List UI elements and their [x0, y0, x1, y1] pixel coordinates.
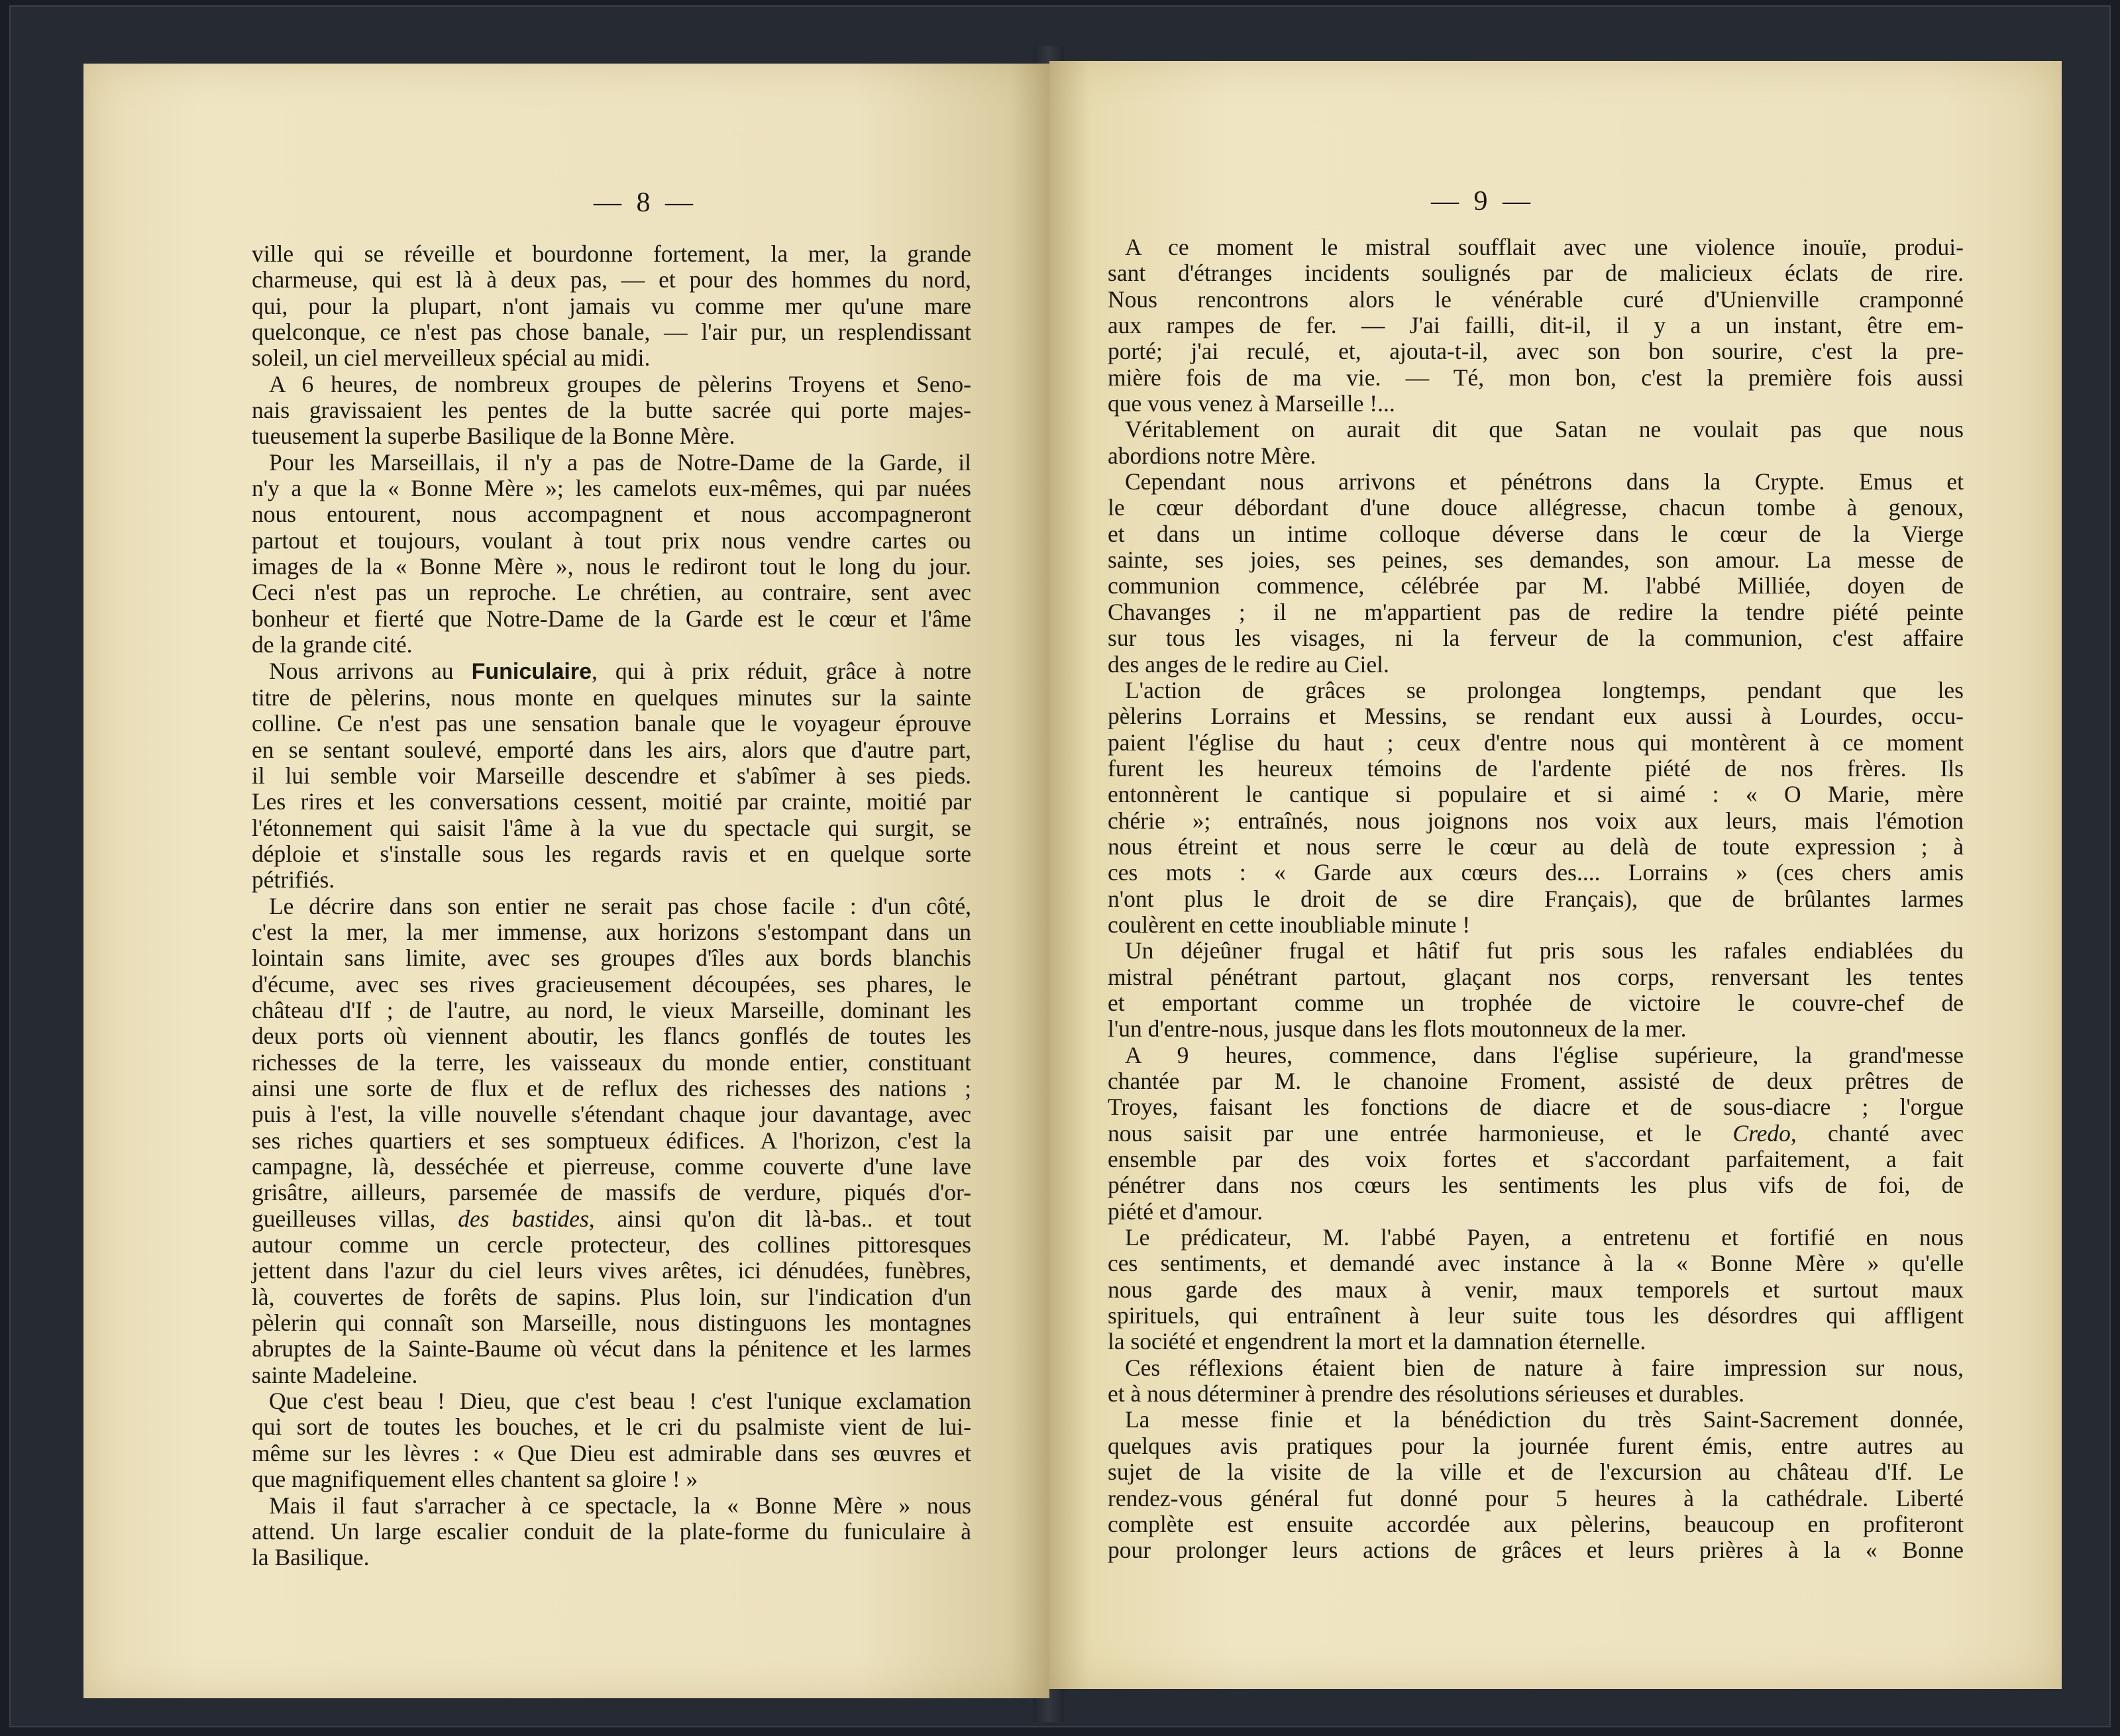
text-line: sujet de la visite de la ville et de l'excursion au château d'If. Le [1108, 1458, 1964, 1486]
text-line: Le décrire dans son entier ne serait pas chose facile : d'un côté, [269, 892, 971, 919]
text-line: chérie »; entraînés, nous joignons nos voix aux leurs, mais l'émotion [1108, 807, 1964, 834]
text-line: Chavanges ; il ne m'appartient pas de redire la tendre piété peinte [1108, 598, 1964, 625]
text-line: Ceci n'est pas un reproche. Le chrétien, au contraire, sent avec [252, 579, 971, 606]
text-line: attend. Un large escalier conduit de la plate-forme du funiculaire à [252, 1517, 971, 1545]
text-line: ainsi une sorte de flux et de reflux des richesses des nations ; [252, 1075, 971, 1101]
text-line: jettent dans l'azur du ciel leurs vives arêtes, ici dénudées, funèbres, [252, 1257, 971, 1284]
right-page-text [1108, 234, 1964, 1564]
text-line: A 6 heures, de nombreux groupes de pèlerins Troyens et Seno- [269, 370, 971, 397]
text-line: en se sentant soulevé, emporté dans les airs, alors que d'autre part, [252, 736, 971, 763]
text-line: même sur les lèvres : « Que Dieu est admirable dans ses œuvres et [252, 1439, 971, 1466]
text-line: A 9 heures, commence, dans l'église supérieure, la grand'messe [1125, 1041, 1964, 1068]
text-line: la société et engendrent la mort et la damnation éternelle. [1108, 1328, 1646, 1355]
text-line: grisâtre, ailleurs, parsemée de massifs de verdure, piqués d'or- [252, 1179, 971, 1206]
text-line: bonheur et fierté que Notre-Dame de la Garde est le cœur et l'âme [252, 605, 971, 632]
bastides-italic: des bastides [458, 1205, 589, 1232]
text-line: sainte Madeleine. [252, 1361, 418, 1388]
text-line: furent les heureux témoins de l'ardente piété de nos frères. Ils [1108, 754, 1964, 782]
text-line: puis à l'est, la ville nouvelle s'étendant chaque jour davantage, avec [252, 1101, 971, 1128]
text-line: et dans un intime colloque déverse dans le cœur de la Vierge [1108, 520, 1964, 547]
text-line: nais gravissaient les pentes de la butte sacrée qui porte majes- [252, 397, 971, 424]
text-line: campagne, là, desséchée et pierreuse, comme couverte d'une lave [252, 1153, 971, 1180]
text-line: aux rampes de fer. — J'ai failli, dit-il, il y a un instant, être em- [1108, 312, 1964, 339]
text-line: l'un d'entre-nous, jusque dans les flots moutonneux de la mer. [1108, 1015, 1687, 1043]
text-line: paient l'église du haut ; ceux d'entre nous qui montèrent à ce moment [1108, 729, 1964, 756]
text-line: coulèrent en cette inoubliable minute ! [1108, 911, 1471, 938]
text-line: Pour les Marseillais, il n'y a pas de Notre-Dame de la Garde, il [269, 448, 971, 476]
text-line: nous garde des maux à venir, maux temporels et surtout maux [1108, 1276, 1964, 1303]
left-page [83, 64, 1049, 1698]
text-line: qui sort de toutes les bouches, et le cri du psalmiste vient de lui- [252, 1413, 971, 1441]
text-line: quelconque, ce n'est pas chose banale, — l'air pur, un resplendissant [252, 319, 971, 346]
text-line: spirituels, qui entraînent à leur suite tous les désordres qui affligent [1108, 1302, 1964, 1329]
text-line: charmeuse, qui est là à deux pas, — et pour des hommes du nord, [252, 266, 971, 293]
text-line: ses riches quartiers et ses somptueux édifices. A l'horizon, c'est la [252, 1127, 971, 1154]
text-line: lointain sans limite, avec ses groupes d'îles aux bords blanchis [252, 945, 971, 972]
text-line: et emportant comme un trophée de victoire le couvre-chef de [1108, 989, 1964, 1016]
text-line: abruptes de la Sainte-Baume où vécut dans la pénitence et les larmes [252, 1335, 971, 1362]
text-line: ces mots : « Garde aux cœurs des.... Lorrains » (ces chers amis [1108, 859, 1964, 886]
text-line: complète est ensuite accordée aux pèlerins, beaucoup en profiteront [1108, 1510, 1964, 1537]
text-line: pèlerins Lorrains et Messins, se rendant eux aussi à Lourdes, occu- [1108, 703, 1964, 730]
text-line: pétrifiés. [252, 866, 335, 894]
text-line: piété et d'amour. [1108, 1198, 1263, 1225]
text-line: Véritablement on aurait dit que Satan ne voulait pas que nous [1125, 416, 1964, 443]
text-line: entonnèrent le cantique si populaire et si aimé : « O Marie, mère [1108, 781, 1964, 808]
text-line: L'action de grâces se prolongea longtemps, pendant que les [1125, 676, 1964, 703]
text-line: mière fois de ma vie. — Té, mon bon, c'est la première fois aussi [1108, 364, 1964, 391]
text-line: sur tous les visages, ni la ferveur de la communion, c'est affaire [1108, 625, 1964, 652]
text-line: le cœur débordant d'une douce allégresse, chacun tombe à genoux, [1108, 494, 1964, 521]
text-line: communion commence, célébrée par M. l'abbé Milliée, doyen de [1108, 572, 1964, 599]
page-number-8: — 8 — [594, 187, 697, 218]
text-line: pèlerin qui connaît son Marseille, nous distinguons les montagnes [252, 1309, 971, 1337]
text-line: A ce moment le mistral soufflait avec une violence inouïe, produi- [1125, 234, 1964, 260]
text-line: château d'If ; de l'autre, au nord, le vieux Marseille, dominant les [252, 996, 971, 1023]
text-line: nous entourent, nous accompagnent et nous accompagneront [252, 501, 971, 528]
text-line: ville qui se réveille et bourdonne fortement, la mer, la grande [252, 240, 971, 267]
text-line: partout et toujours, voulant à tout prix nous vendre cartes ou [252, 527, 971, 554]
text-line: gueilleuses villas, des bastides, ainsi qu'on dit là-bas.. et tout [252, 1205, 972, 1232]
text-line: ensemble par des voix fortes et s'accordant parfaitement, a fait [1108, 1146, 1964, 1173]
text-line: nous étreint et nous serre le cœur au delà de toute expression ; à [1108, 833, 1964, 860]
text-line: deux ports où viennent aboutir, les flancs gonflés de toutes les [252, 1023, 971, 1050]
text-line: pénétrer dans nos cœurs les sentiments les plus vifs de foi, de [1108, 1172, 1964, 1199]
text-line: Nous arrivons au Funiculaire, qui à prix réduit, grâce à notre [269, 657, 971, 684]
text-line: Mais il faut s'arracher à ce spectacle, la « Bonne Mère » nous [269, 1492, 971, 1519]
text-line: mistral pénétrant partout, glaçant nos corps, renversant les tentes [1108, 963, 1964, 990]
text-line: Ces réflexions étaient bien de nature à faire impression sur nous, [1125, 1354, 1964, 1381]
credo-italic: Credo, [1732, 1119, 1797, 1147]
text-line: que magnifiquement elles chantent sa gloire ! » [252, 1466, 698, 1493]
text-line: l'étonnement qui saisit l'âme à la vue du spectacle qui surgit, se [252, 814, 971, 841]
text-line: autour comme un cercle protecteur, des collines pittoresques [252, 1231, 971, 1258]
text-line: qui, pour la plupart, n'ont jamais vu comme mer qu'une mare [252, 292, 971, 319]
text-line: c'est la mer, la mer immense, aux horizons s'estompant dans un [252, 918, 971, 945]
text-line: n'y a que la « Bonne Mère »; les camelots eux-mêmes, qui par nuées [252, 475, 971, 502]
text-line: nous saisit par une entrée harmonieuse, et le Credo, chanté avec [1108, 1119, 1964, 1147]
text-line: d'écume, avec ses rives gracieusement découpées, ses phares, le [252, 970, 971, 997]
text-line: colline. Ce n'est pas une sensation banale que le voyageur éprouve [252, 710, 971, 737]
text-line: rendez-vous général fut donné pour 5 heures à la cathédrale. Liberté [1108, 1484, 1964, 1511]
text-line: que vous venez à Marseille !... [1108, 390, 1395, 417]
text-line: sainte, ses joies, ses peines, ses demandes, son amour. La messe de [1108, 546, 1964, 574]
text-line: déploie et s'installe sous les regards ravis et en quelque sorte [252, 840, 971, 867]
funiculaire-emphasis: Funiculaire [471, 658, 592, 684]
text-line: abordions notre Mère. [1108, 442, 1316, 469]
text-line: tueusement la superbe Basilique de la Bonne Mère. [252, 423, 735, 450]
left-page-text [252, 241, 971, 1571]
text-line: sant d'étranges incidents soulignés par de malicieux éclats de rire. [1108, 260, 1964, 287]
text-line: titre de pèlerins, nous monte en quelques minutes sur la sainte [252, 684, 971, 711]
text-line: des anges de le redire au Ciel. [1108, 650, 1389, 678]
text-line: Le prédicateur, M. l'abbé Payen, a entretenu et fortifié en nous [1125, 1224, 1964, 1251]
text-line: Troyes, faisant les fonctions de diacre et de sous-diacre ; l'orgue [1108, 1094, 1964, 1121]
page-number-9: — 9 — [1431, 186, 1534, 217]
text-line: Les rires et les conversations cessent, moitié par crainte, moitié par [252, 788, 971, 815]
text-line: quelques avis pratiques pour la journée furent émis, entre autres au [1108, 1432, 1964, 1459]
text-line: de la grande cité. [252, 631, 413, 658]
text-line: et à nous déterminer à prendre des résolutions sérieuses et durables. [1108, 1380, 1745, 1407]
text-line: porté; j'ai reculé, et, ajouta-t-il, avec son bon sourire, c'est la pre- [1108, 338, 1964, 365]
text-line: soleil, un ciel merveilleux spécial au midi. [252, 344, 651, 372]
text-line: Nous rencontrons alors le vénérable curé d'Unienville cramponné [1108, 285, 1964, 313]
text-line: la Basilique. [252, 1544, 370, 1571]
text-line: richesses de la terre, les vaisseaux du monde entier, constituant [252, 1048, 971, 1076]
text-line: Un déjeûner frugal et hâtif fut pris sous les rafales endiablées du [1125, 937, 1964, 964]
text-line: pour prolonger leurs actions de grâces et leurs prières à la « Bonne [1108, 1537, 1964, 1564]
right-page [1049, 61, 2062, 1689]
text-line: Que c'est beau ! Dieu, que c'est beau ! c'est l'unique exclamation [269, 1388, 971, 1415]
text-line: là, couvertes de forêts de sapins. Plus loin, sur l'indication d'un [252, 1283, 971, 1310]
text-line: n'ont plus le droit de se dire Français), que de brûlantes larmes [1108, 885, 1964, 912]
text-line: images de la « Bonne Mère », nous le rediront tout le long du jour. [252, 553, 971, 580]
text-line: La messe finie et la bénédiction du très Saint-Sacrement donnée, [1125, 1406, 1964, 1433]
text-line: il lui semble voir Marseille descendre et s'abîmer à ses pieds. [252, 762, 971, 789]
text-line: Cependant nous arrivons et pénétrons dans la Crypte. Emus et [1125, 468, 1964, 495]
text-line: ces sentiments, et demandé avec instance à la « Bonne Mère » qu'elle [1108, 1250, 1964, 1277]
text-line: chantée par M. le chanoine Froment, assisté de deux prêtres de [1108, 1068, 1964, 1094]
